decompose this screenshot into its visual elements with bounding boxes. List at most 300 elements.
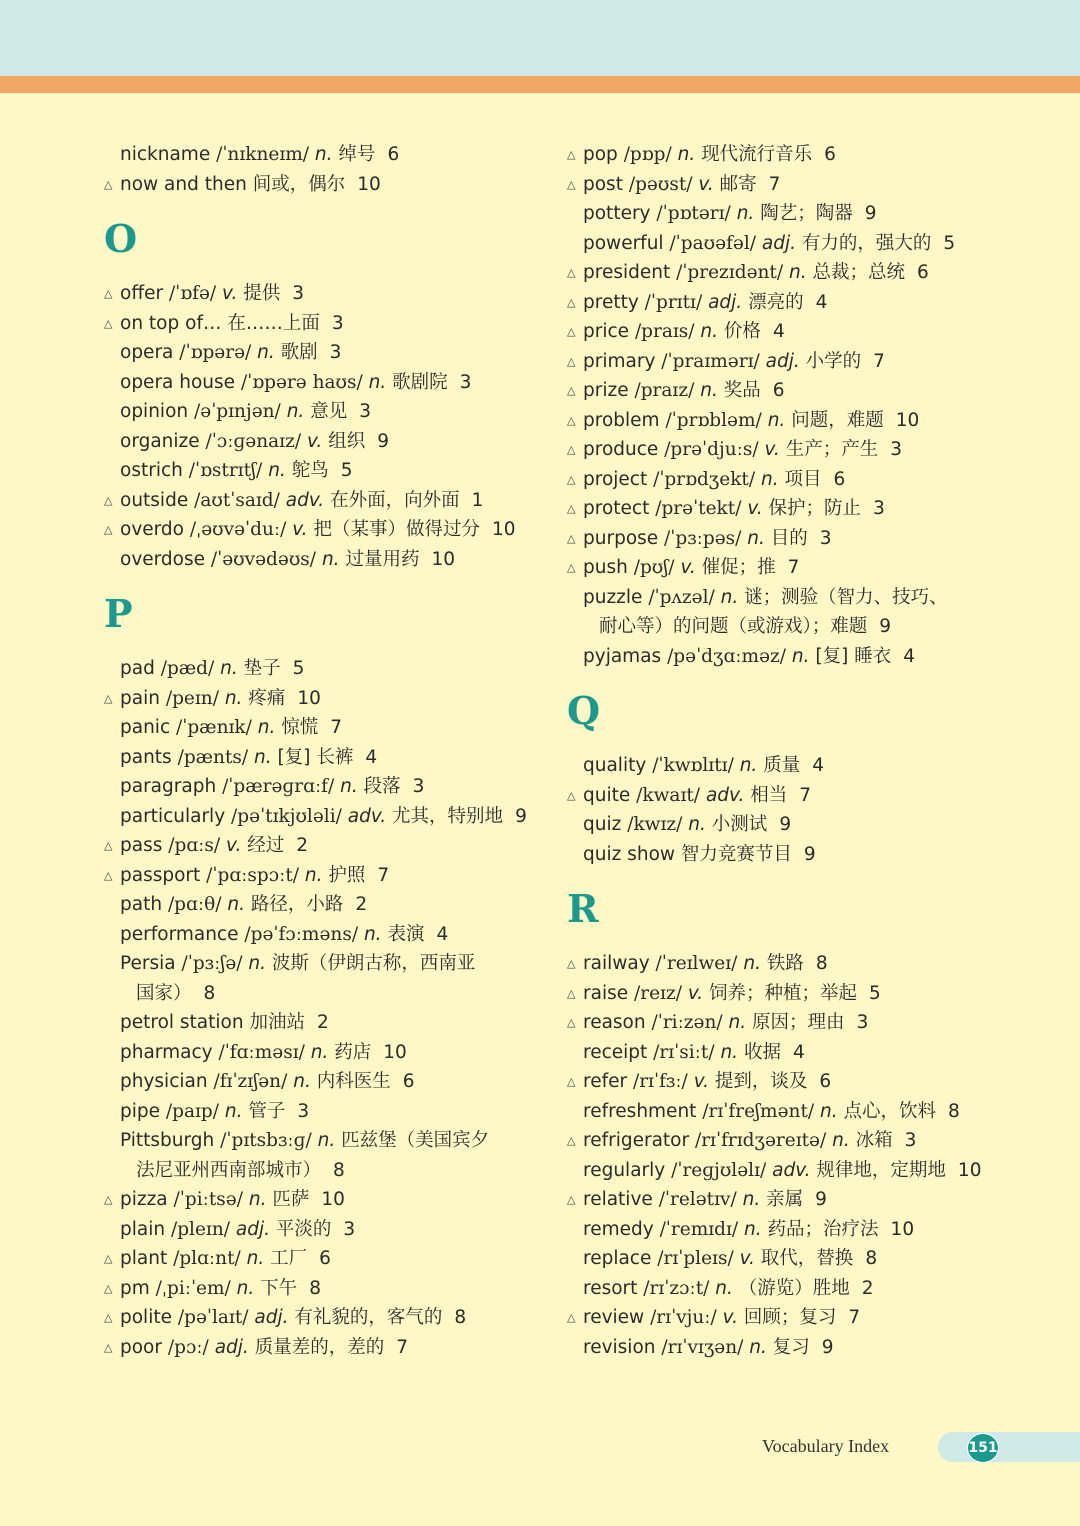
entry-phonetic: /pəʊst/ bbox=[628, 173, 693, 195]
index-entry bbox=[567, 1008, 1037, 1038]
letter-heading: P bbox=[104, 591, 133, 636]
letter-heading: Q bbox=[567, 688, 601, 733]
entry-part-of-speech: v. bbox=[306, 430, 323, 452]
entry-part-of-speech: n. bbox=[293, 1071, 311, 1092]
entry-page: 9 bbox=[377, 430, 389, 452]
index-entry bbox=[104, 515, 574, 545]
entry-word: pharmacy bbox=[120, 1041, 213, 1063]
entry-part-of-speech: n. bbox=[363, 923, 382, 945]
triangle-marker-icon bbox=[567, 524, 575, 554]
triangle-marker-icon bbox=[104, 486, 112, 516]
entry-phonetic: /rɪˈfɜː/ bbox=[632, 1071, 688, 1092]
entry-word: quality bbox=[583, 755, 647, 776]
entry-phonetic: /ˈprezɪdənt/ bbox=[676, 262, 784, 283]
entry-page: 8 bbox=[948, 1100, 960, 1122]
index-entry bbox=[567, 1303, 1037, 1333]
entry-phonetic: /ˈpiːtsə/ bbox=[173, 1189, 243, 1210]
entry-page: 10 bbox=[895, 409, 920, 431]
entry-part-of-speech: n. bbox=[257, 717, 276, 738]
index-entry bbox=[567, 229, 1037, 259]
index-entry bbox=[567, 553, 1037, 583]
entry-meaning: 经过 bbox=[247, 835, 285, 856]
entry-page: 3 bbox=[459, 371, 472, 393]
entry-phonetic: /ˈpɪtsbɜːɡ/ bbox=[220, 1130, 312, 1151]
index-entry bbox=[104, 920, 574, 950]
index-entry bbox=[567, 751, 1037, 781]
entry-part-of-speech: n. bbox=[224, 687, 243, 709]
entry-meaning: 有礼貌的，客气的 bbox=[294, 1307, 443, 1328]
entry-phonetic: /rɪˈfreʃmənt/ bbox=[702, 1100, 815, 1122]
entry-word: outside bbox=[120, 489, 189, 511]
index-column-left bbox=[104, 140, 574, 1362]
entry-page: 5 bbox=[292, 658, 305, 679]
entry-part-of-speech: adv. bbox=[705, 784, 745, 806]
index-entry bbox=[567, 1215, 1037, 1245]
entry-page: 9 bbox=[803, 843, 816, 865]
index-entry-continuation bbox=[104, 979, 574, 1009]
entry-word: price bbox=[583, 321, 630, 342]
entry-word: president bbox=[583, 262, 671, 283]
index-entry bbox=[104, 772, 574, 802]
entry-word: quiz show bbox=[583, 843, 676, 865]
entry-part-of-speech: n. bbox=[715, 1277, 733, 1299]
entry-meaning: 垫子 bbox=[243, 658, 281, 679]
entry-phonetic: /pɑːs/ bbox=[168, 835, 221, 856]
entry-word: pants bbox=[120, 746, 172, 768]
entry-part-of-speech: n. bbox=[728, 1012, 747, 1033]
entry-meaning: [复] 睡衣 bbox=[815, 645, 892, 667]
entry-word: railway bbox=[583, 953, 650, 974]
entry-meaning: 歌剧 bbox=[280, 342, 318, 363]
entry-page: 2 bbox=[861, 1277, 874, 1299]
entry-page: 8 bbox=[203, 982, 216, 1004]
entry-page: 8 bbox=[865, 1248, 878, 1269]
entry-word: refreshment bbox=[583, 1100, 697, 1122]
entry-part-of-speech: v. bbox=[222, 283, 238, 304]
entry-part-of-speech: n. bbox=[700, 380, 718, 401]
entry-part-of-speech: n. bbox=[767, 409, 786, 431]
entry-word: poor bbox=[120, 1336, 162, 1358]
entry-page: 5 bbox=[943, 232, 956, 254]
entry-phonetic: /ˈpaʊəfəl/ bbox=[669, 232, 757, 254]
triangle-marker-icon bbox=[567, 170, 575, 200]
entry-page: 10 bbox=[297, 687, 321, 709]
top-color-band bbox=[0, 0, 1080, 76]
index-entry bbox=[567, 258, 1037, 288]
index-entry bbox=[567, 524, 1037, 554]
index-entry bbox=[104, 654, 574, 684]
triangle-marker-icon bbox=[567, 1008, 575, 1038]
entry-meaning: 总裁；总统 bbox=[812, 262, 906, 283]
entry-page: 8 bbox=[815, 953, 828, 974]
entry-phonetic: /ˈpraɪmərɪ/ bbox=[661, 350, 760, 372]
entry-page: 8 bbox=[309, 1277, 321, 1299]
entry-page: 4 bbox=[903, 645, 916, 667]
entry-page: 7 bbox=[799, 784, 812, 806]
entry-phonetic: /ˈɒpərə haʊs/ bbox=[240, 371, 363, 393]
entry-part-of-speech: n. bbox=[304, 864, 323, 886]
entry-part-of-speech: n. bbox=[368, 371, 387, 393]
section-spacer bbox=[567, 929, 1037, 949]
entry-word: now and then bbox=[120, 173, 247, 195]
entry-word: problem bbox=[583, 409, 660, 431]
index-entry bbox=[567, 288, 1037, 318]
entry-phonetic: /pəˈfɔːməns/ bbox=[244, 923, 359, 945]
entry-part-of-speech: v. bbox=[698, 173, 714, 195]
entry-part-of-speech: n. bbox=[720, 586, 739, 608]
entry-meaning: 回顾；复习 bbox=[743, 1307, 837, 1328]
section-spacer bbox=[104, 634, 574, 654]
index-entry bbox=[567, 1038, 1037, 1068]
entry-word: offer bbox=[120, 283, 164, 304]
entry-word: replace bbox=[583, 1248, 652, 1269]
entry-meaning: 谜；测验（智力、技巧、 bbox=[744, 586, 948, 608]
triangle-marker-icon bbox=[104, 1333, 112, 1363]
entry-meaning: 保护；防止 bbox=[768, 498, 862, 519]
index-entry bbox=[104, 890, 574, 920]
entry-phonetic: /ˈreɪlweɪ/ bbox=[655, 953, 738, 974]
entry-word: post bbox=[583, 173, 623, 195]
entry-meaning: 匹萨 bbox=[272, 1189, 310, 1210]
entry-word: Pittsburgh bbox=[120, 1130, 215, 1151]
entry-meaning: 段落 bbox=[363, 776, 401, 797]
entry-word: overdo bbox=[120, 519, 184, 540]
entry-part-of-speech: n. bbox=[742, 1189, 761, 1210]
section-spacer bbox=[567, 869, 1037, 889]
entry-phonetic: /ˈrelətɪv/ bbox=[658, 1189, 737, 1210]
index-entry bbox=[567, 1097, 1037, 1127]
entry-page: 2 bbox=[355, 894, 368, 915]
entry-page: 6 bbox=[402, 1071, 415, 1092]
entry-page: 4 bbox=[792, 1041, 805, 1063]
index-entry bbox=[567, 435, 1037, 465]
entry-page: 6 bbox=[833, 468, 846, 490]
entry-phonetic: /rɪˈzɔːt/ bbox=[643, 1277, 710, 1299]
entry-word: particularly bbox=[120, 805, 226, 827]
entry-page: 10 bbox=[383, 1041, 407, 1063]
entry-meaning: 陶艺；陶器 bbox=[760, 203, 853, 224]
entry-part-of-speech: n. bbox=[747, 527, 765, 549]
entry-phonetic: /pæd/ bbox=[160, 658, 215, 679]
entry-part-of-speech: adj. bbox=[254, 1307, 289, 1328]
entry-phonetic: /rɪˈvɪʒən/ bbox=[661, 1336, 744, 1358]
entry-word: project bbox=[583, 468, 648, 490]
triangle-marker-icon bbox=[567, 494, 575, 524]
entry-word: on top of… bbox=[120, 312, 222, 334]
entry-page: 6 bbox=[917, 262, 929, 283]
entry-word: quite bbox=[583, 784, 631, 806]
index-entry bbox=[104, 1126, 574, 1156]
entry-word: pizza bbox=[120, 1189, 168, 1210]
entry-part-of-speech: n. bbox=[832, 1130, 850, 1151]
entry-part-of-speech: adj. bbox=[214, 1336, 249, 1358]
entry-meaning: 铁路 bbox=[766, 953, 804, 974]
entry-part-of-speech: adv. bbox=[285, 489, 325, 511]
entry-meaning: 饲养；种植；举起 bbox=[709, 982, 858, 1004]
entry-meaning: 药品；治疗法 bbox=[767, 1218, 879, 1240]
entry-page: 7 bbox=[848, 1307, 861, 1328]
entry-page: 4 bbox=[436, 923, 449, 945]
entry-phonetic: /pleɪn/ bbox=[170, 1218, 230, 1240]
index-entry bbox=[567, 583, 1037, 613]
section-spacer bbox=[104, 199, 574, 219]
triangle-marker-icon bbox=[567, 1067, 575, 1097]
entry-word: pipe bbox=[120, 1100, 161, 1122]
triangle-marker-icon bbox=[567, 1126, 575, 1156]
entry-page: 9 bbox=[821, 1336, 834, 1358]
entry-page: 10 bbox=[491, 519, 516, 540]
index-column-right bbox=[567, 140, 1037, 1362]
entry-page: 9 bbox=[779, 814, 792, 835]
entry-meaning: 把（某事）做得过分 bbox=[313, 519, 480, 540]
entry-word: opera bbox=[120, 342, 174, 363]
index-entry bbox=[104, 1303, 574, 1333]
entry-page: 2 bbox=[317, 1012, 329, 1033]
entry-meaning: 有力的，强大的 bbox=[801, 232, 932, 254]
triangle-marker-icon bbox=[104, 831, 112, 861]
entry-page: 6 bbox=[387, 144, 400, 165]
entry-part-of-speech: adv. bbox=[347, 805, 387, 827]
entry-word: revision bbox=[583, 1336, 656, 1358]
entry-word: petrol station bbox=[120, 1012, 244, 1033]
entry-meaning: 项目 bbox=[784, 468, 822, 490]
entry-page: 3 bbox=[873, 498, 885, 519]
entry-word: panic bbox=[120, 717, 171, 738]
index-entry bbox=[104, 368, 574, 398]
entry-word: pottery bbox=[583, 203, 651, 224]
index-entry bbox=[567, 642, 1037, 672]
entry-page: 9 bbox=[864, 203, 877, 224]
entry-phonetic: /ˈpɜːʃə/ bbox=[181, 953, 243, 974]
entry-word: quiz bbox=[583, 814, 622, 835]
index-entry bbox=[567, 979, 1037, 1009]
entry-part-of-speech: n. bbox=[736, 203, 755, 224]
entry-part-of-speech: n. bbox=[268, 460, 286, 481]
triangle-marker-icon bbox=[567, 347, 575, 377]
entry-word: pain bbox=[120, 687, 160, 709]
index-entry bbox=[104, 743, 574, 773]
page-number: 151 bbox=[967, 1433, 999, 1463]
index-entry bbox=[567, 1126, 1037, 1156]
entry-part-of-speech: v. bbox=[292, 519, 308, 540]
entry-meaning: 问题，难题 bbox=[791, 409, 884, 431]
index-entry bbox=[104, 1244, 574, 1274]
entry-part-of-speech: n. bbox=[749, 1336, 767, 1358]
entry-word: performance bbox=[120, 923, 239, 945]
index-entry bbox=[567, 347, 1037, 377]
entry-meaning: 质量 bbox=[763, 755, 801, 776]
entry-meaning: 在……上面 bbox=[227, 312, 320, 334]
entry-word: refer bbox=[583, 1071, 628, 1092]
index-entry bbox=[567, 199, 1037, 229]
index-entry bbox=[104, 1185, 574, 1215]
index-entry bbox=[567, 1333, 1037, 1363]
entry-page: 4 bbox=[812, 755, 824, 776]
entry-phonetic: /ˈɒpərə/ bbox=[179, 342, 252, 363]
orange-stripe bbox=[0, 76, 1080, 93]
entry-meaning: 在外面，向外面 bbox=[330, 489, 460, 511]
entry-word: resort bbox=[583, 1277, 638, 1299]
entry-word: paragraph bbox=[120, 776, 217, 797]
entry-word: polite bbox=[120, 1307, 172, 1328]
entry-word: produce bbox=[583, 439, 659, 460]
triangle-marker-icon bbox=[567, 979, 575, 1009]
entry-part-of-speech: adj. bbox=[235, 1218, 270, 1240]
entry-meaning: 过量用药 bbox=[345, 548, 420, 570]
entry-part-of-speech: n. bbox=[220, 658, 238, 679]
entry-word: refrigerator bbox=[583, 1130, 690, 1151]
triangle-marker-icon bbox=[567, 465, 575, 495]
entry-phonetic: /ˈprɒbləm/ bbox=[665, 409, 762, 431]
entry-part-of-speech: n. bbox=[744, 1218, 762, 1240]
entry-phonetic: /ˈɒfə/ bbox=[168, 283, 217, 304]
entry-phonetic: /ˈriːzən/ bbox=[651, 1012, 723, 1033]
index-entry bbox=[104, 1215, 574, 1245]
entry-part-of-speech: v. bbox=[747, 498, 763, 519]
entry-meaning: 提到，谈及 bbox=[714, 1071, 808, 1092]
index-entry bbox=[104, 713, 574, 743]
entry-meaning: 收据 bbox=[743, 1041, 781, 1063]
entry-page: 3 bbox=[890, 439, 902, 460]
entry-part-of-speech: v. bbox=[722, 1307, 738, 1328]
triangle-marker-icon bbox=[567, 1185, 575, 1215]
entry-meaning: 下午 bbox=[260, 1277, 298, 1299]
entry-word: pyjamas bbox=[583, 645, 662, 667]
entry-phonetic: /ˈnɪkneɪm/ bbox=[216, 144, 310, 165]
section-spacer bbox=[104, 574, 574, 594]
triangle-marker-icon bbox=[567, 317, 575, 347]
entry-word: remedy bbox=[583, 1218, 654, 1240]
entry-meaning: 意见 bbox=[310, 401, 348, 422]
entry-meaning: 加油站 bbox=[249, 1012, 305, 1033]
entry-page: 7 bbox=[377, 864, 390, 886]
triangle-marker-icon bbox=[104, 170, 112, 200]
entry-meaning: 智力竞赛节目 bbox=[680, 843, 792, 865]
entry-phonetic: /ˌpiːˈem/ bbox=[155, 1277, 231, 1299]
entry-meaning: 波斯（伊朗古称，西南亚 bbox=[271, 953, 476, 974]
index-entry-continuation bbox=[567, 612, 1037, 642]
entry-page: 4 bbox=[365, 746, 378, 768]
triangle-marker-icon bbox=[104, 861, 112, 891]
entry-phonetic: /ˈəʊvədəʊs/ bbox=[210, 548, 317, 570]
entry-phonetic: /peɪn/ bbox=[165, 687, 219, 709]
entry-part-of-speech: n. bbox=[317, 1130, 336, 1151]
entry-word: opera house bbox=[120, 371, 236, 393]
entry-page: 7 bbox=[787, 557, 800, 578]
index-entry bbox=[567, 1244, 1037, 1274]
entry-phonetic: /ˈɒstrɪtʃ/ bbox=[188, 460, 263, 481]
entry-continuation-text: 法尼亚州西南部城市） bbox=[136, 1159, 322, 1181]
entry-meaning: （游览）胜地 bbox=[738, 1277, 850, 1299]
entry-page: 5 bbox=[340, 460, 353, 481]
entry-part-of-speech: n. bbox=[310, 1041, 329, 1063]
entry-page: 9 bbox=[515, 805, 527, 827]
entry-part-of-speech: v. bbox=[693, 1071, 710, 1092]
entry-meaning: 匹兹堡（美国宾夕 bbox=[341, 1130, 490, 1151]
entry-phonetic: /rɪˈfrɪdʒəreɪtə/ bbox=[694, 1130, 827, 1151]
triangle-marker-icon bbox=[567, 1303, 575, 1333]
entry-part-of-speech: v. bbox=[680, 557, 696, 578]
index-entry bbox=[104, 397, 574, 427]
entry-phonetic: /pɑːθ/ bbox=[167, 894, 222, 915]
entry-page: 6 bbox=[819, 1071, 832, 1092]
entry-meaning: 复习 bbox=[772, 1336, 810, 1358]
index-entry bbox=[104, 802, 574, 832]
entry-word: protect bbox=[583, 498, 650, 519]
triangle-marker-icon bbox=[104, 1303, 112, 1333]
entry-word: primary bbox=[583, 350, 656, 372]
section-spacer bbox=[567, 731, 1037, 751]
entry-part-of-speech: n. bbox=[739, 755, 758, 776]
entry-part-of-speech: n. bbox=[820, 1100, 838, 1122]
entry-phonetic: /kwaɪt/ bbox=[636, 784, 701, 806]
entry-word: plain bbox=[120, 1218, 166, 1240]
entry-page: 6 bbox=[824, 144, 836, 165]
entry-meaning: 护照 bbox=[328, 864, 366, 886]
entry-part-of-speech: adj. bbox=[761, 232, 797, 254]
entry-page: 3 bbox=[856, 1012, 869, 1033]
entry-phonetic: /ˌəʊvəˈduː/ bbox=[189, 519, 287, 540]
entry-page: 7 bbox=[873, 350, 885, 372]
index-entry bbox=[567, 840, 1037, 870]
entry-part-of-speech: n. bbox=[340, 776, 358, 797]
entry-word: powerful bbox=[583, 232, 664, 254]
triangle-marker-icon bbox=[567, 258, 575, 288]
entry-meaning: 点心，饮料 bbox=[843, 1100, 937, 1122]
entry-part-of-speech: n. bbox=[791, 645, 810, 667]
entry-page: 9 bbox=[815, 1189, 827, 1210]
entry-meaning: 路径，小路 bbox=[250, 894, 344, 915]
entry-phonetic: /prəˈdjuːs/ bbox=[664, 439, 759, 460]
entry-page: 3 bbox=[343, 1218, 356, 1240]
entry-phonetic: /rɪˈvjuː/ bbox=[650, 1307, 717, 1328]
entry-meaning: 原因；理由 bbox=[752, 1012, 845, 1033]
entry-phonetic: /ˈkwɒlɪtɪ/ bbox=[652, 755, 734, 776]
index-entry bbox=[567, 465, 1037, 495]
entry-phonetic: /əˈpɪnjən/ bbox=[194, 401, 281, 422]
index-entry bbox=[567, 949, 1037, 979]
triangle-marker-icon bbox=[567, 376, 575, 406]
entry-word: Persia bbox=[120, 953, 176, 974]
index-entry bbox=[567, 1274, 1037, 1304]
index-entry bbox=[104, 861, 574, 891]
entry-word: overdose bbox=[120, 548, 206, 570]
entry-phonetic: /paɪp/ bbox=[165, 1100, 220, 1122]
entry-part-of-speech: n. bbox=[286, 401, 305, 422]
entry-page: 3 bbox=[331, 312, 344, 334]
triangle-marker-icon bbox=[104, 684, 112, 714]
entry-meaning: 鸵鸟 bbox=[291, 460, 329, 481]
entry-meaning: 提供 bbox=[243, 283, 281, 304]
entry-part-of-speech: v. bbox=[226, 835, 242, 856]
triangle-marker-icon bbox=[104, 1274, 112, 1304]
entry-phonetic: /ˈpɑːspɔːt/ bbox=[206, 864, 300, 886]
entry-part-of-speech: n. bbox=[314, 144, 333, 165]
entry-page: 10 bbox=[890, 1218, 915, 1240]
entry-word: ostrich bbox=[120, 460, 183, 481]
entry-page: 7 bbox=[330, 717, 343, 738]
entry-page: 3 bbox=[412, 776, 425, 797]
entry-word: organize bbox=[120, 430, 200, 452]
entry-phonetic: /pəˈlaɪt/ bbox=[177, 1307, 249, 1328]
entry-page: 7 bbox=[768, 173, 781, 195]
entry-part-of-speech: v. bbox=[739, 1248, 755, 1269]
index-entry bbox=[104, 338, 574, 368]
entry-page: 8 bbox=[454, 1307, 467, 1328]
entry-phonetic: /ˈpʌzəl/ bbox=[648, 586, 715, 608]
entry-part-of-speech: v. bbox=[687, 982, 704, 1004]
triangle-marker-icon bbox=[104, 515, 112, 545]
